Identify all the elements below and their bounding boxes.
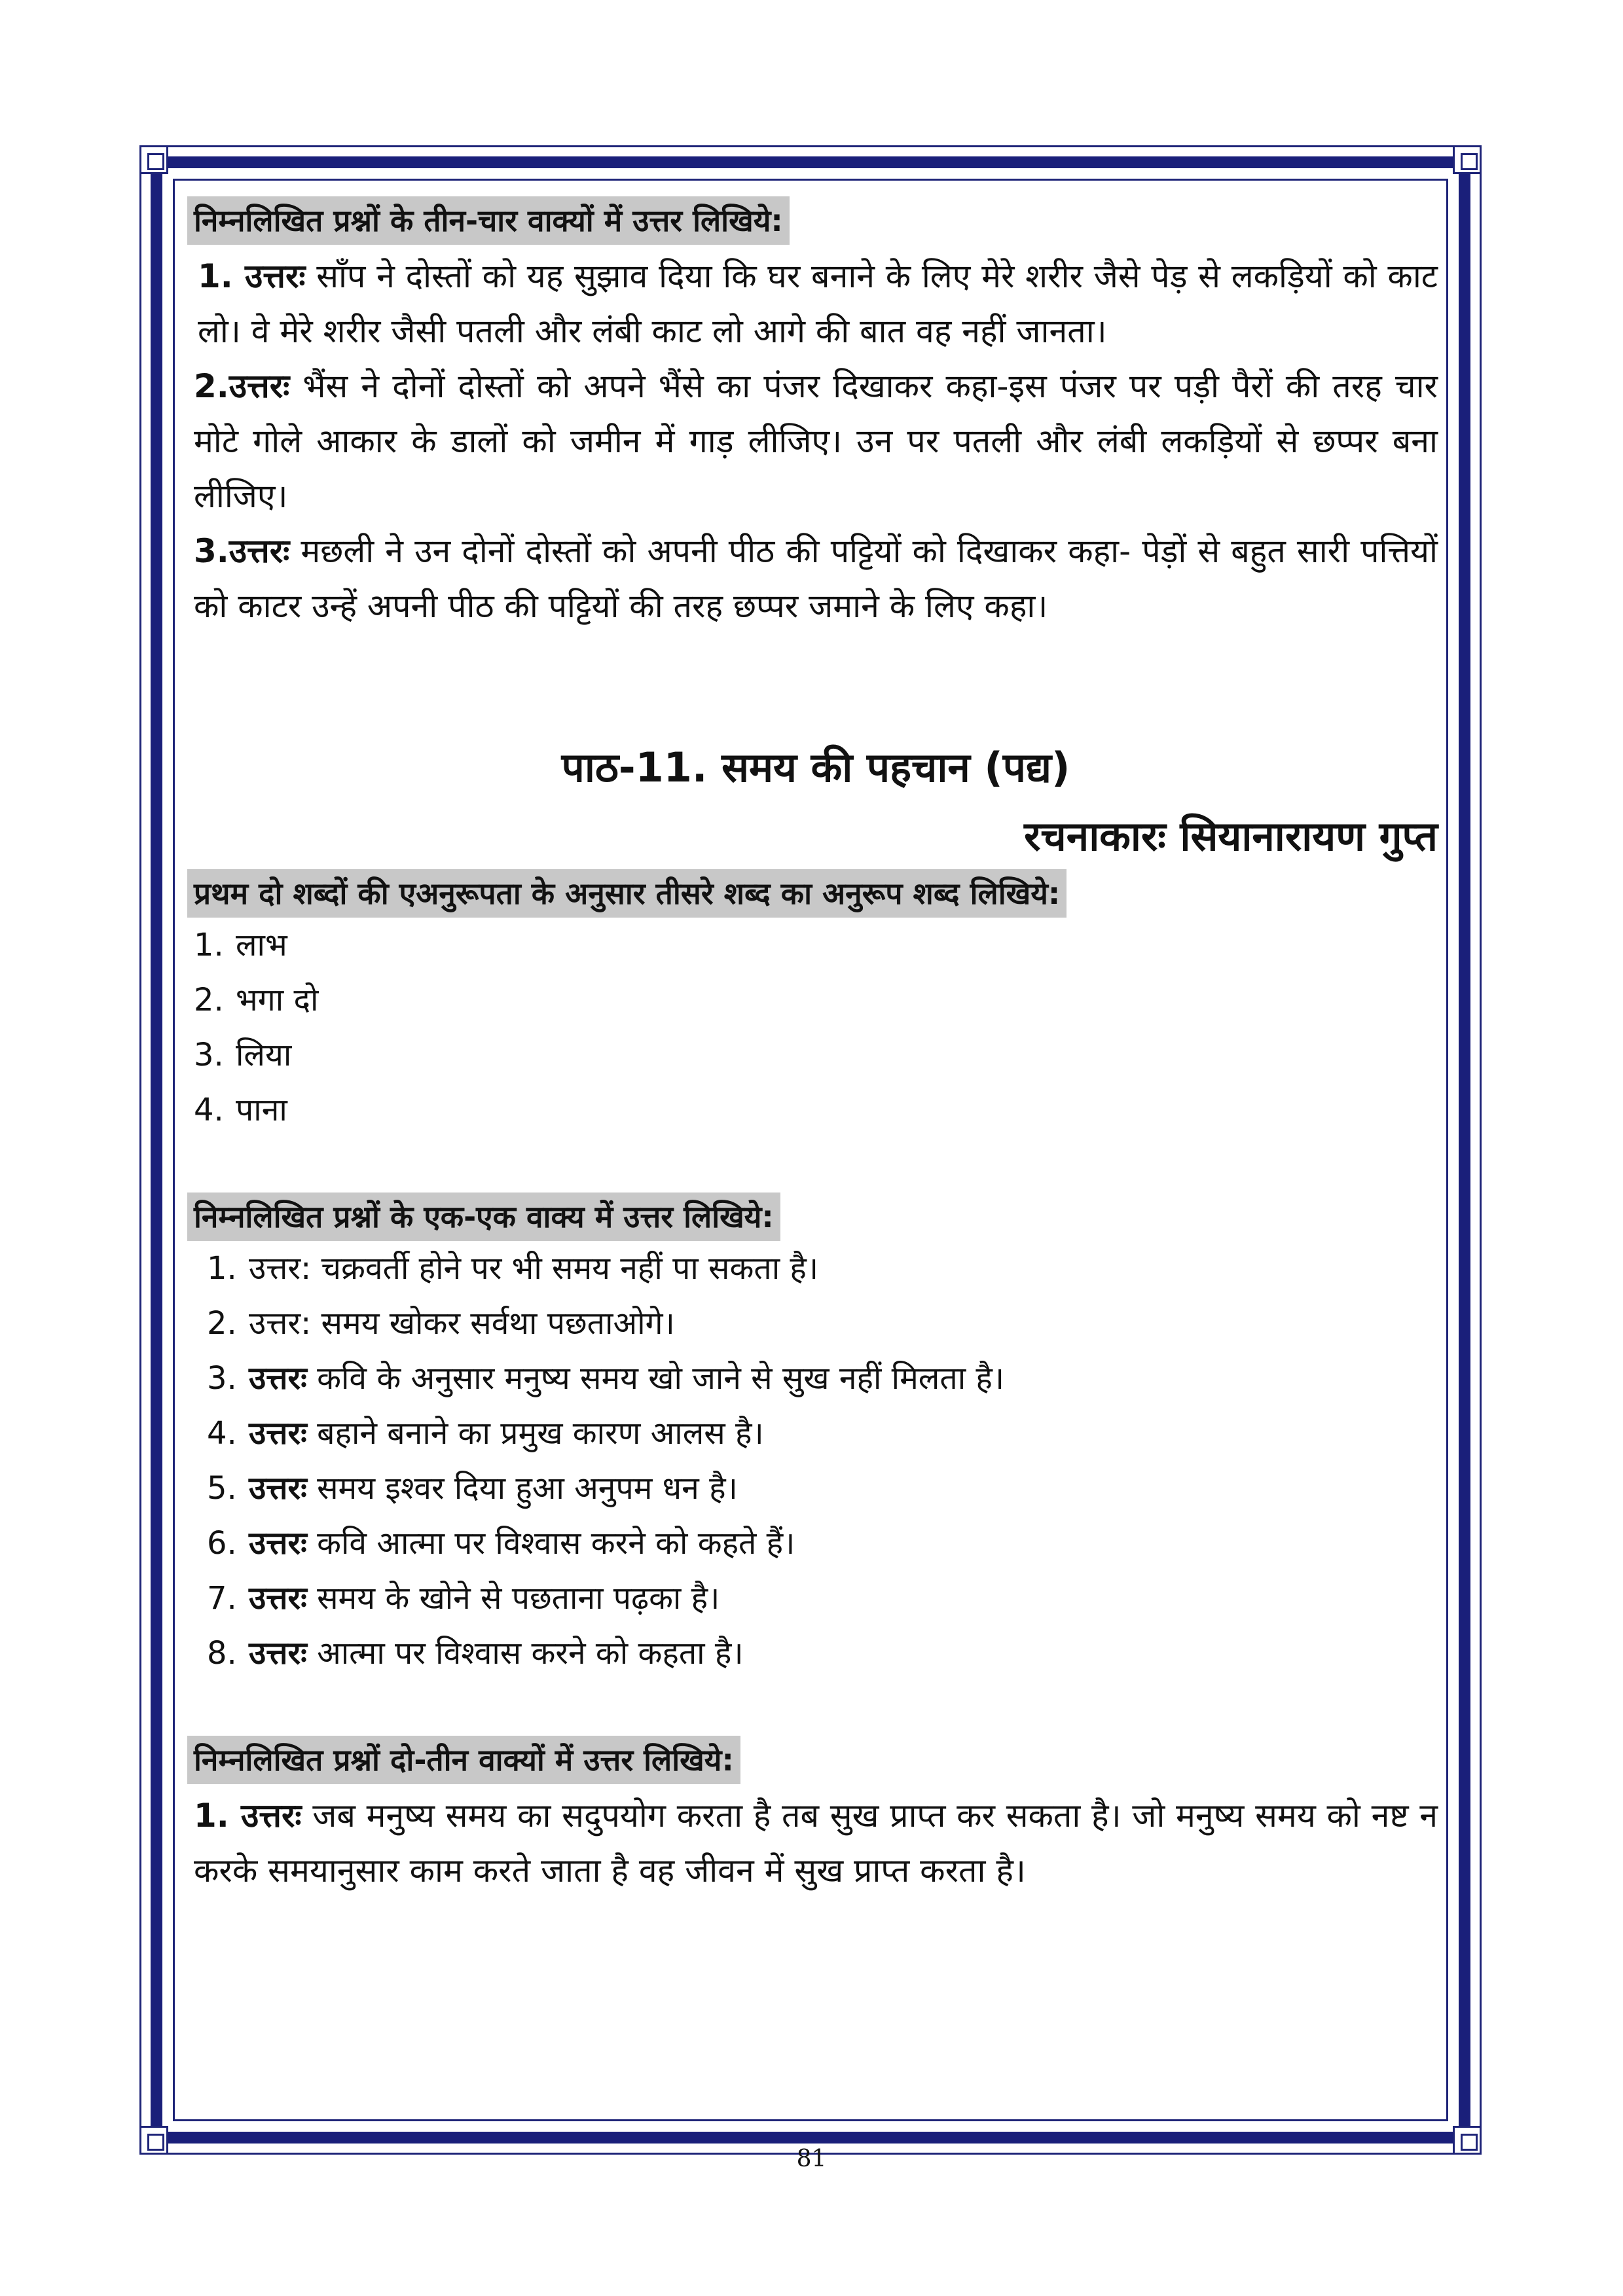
answer-text: जब मनुष्य समय का सदुपयोग करता है तब सुख प्राप्त कर सकता है। जो मनुष्य समय को नष्ट न करके समयानुसार काम करते जाता है वह जीवन में सुख प्राप्त करता है।: [194, 1797, 1438, 1890]
lesson-title: पाठ-11. समय की पहचान (पद्य): [561, 744, 1070, 791]
answer-label: 1. उत्तरः: [194, 1797, 302, 1835]
list-item: 4. उत्तरः बहाने बनाने का प्रमुख कारण आलस है।: [207, 1415, 764, 1452]
lesson-header: [194, 732, 1438, 869]
answer-label: 1. उत्तरः: [198, 257, 306, 295]
list-item: 2. भगा दो: [194, 982, 319, 1018]
page-content: [194, 196, 1438, 1898]
section-heading: निम्नलिखित प्रश्नों के तीन-चार वाक्यों में उत्तर लिखिये:: [187, 196, 790, 245]
answer-paragraph: [194, 524, 1438, 634]
list-item: 8. उत्तरः आत्मा पर विश्वास करने को कहता है।: [207, 1635, 744, 1672]
lesson-author: रचनाकारः सियानारायण गुप्त: [1024, 812, 1438, 860]
list-item: 3. लिया: [194, 1037, 292, 1073]
answer-label: 2.उत्तरः: [194, 367, 290, 405]
answer-paragraph: [194, 1788, 1438, 1898]
section-heading: निम्नलिखित प्रश्नों दो-तीन वाक्यों में उत्तर लिखिये:: [187, 1736, 740, 1784]
one-sentence-list: [194, 1241, 1438, 1681]
list-item: 6. उत्तरः कवि आत्मा पर विश्वास करने को कहते हैं।: [207, 1525, 795, 1562]
section-analogy-words: [194, 869, 1438, 1138]
section-one-sentence: [194, 1193, 1438, 1681]
section-three-four-sentences: [194, 196, 1438, 634]
border-corner-top-right: [1453, 145, 1482, 174]
list-item: 3. उत्तरः कवि के अनुसार मनुष्य समय खो जाने से सुख नहीं मिलता है।: [207, 1360, 1005, 1397]
list-item: 7. उत्तरः समय के खोने से पछताना पढ़का है।: [207, 1580, 720, 1617]
list-item: 5. उत्तरः समय इश्वर दिया हुआ अनुपम धन है।: [207, 1470, 738, 1507]
border-corner-top-left: [139, 145, 168, 174]
answer-label: 3.उत्तरः: [194, 532, 290, 570]
answer-paragraph: [194, 359, 1438, 524]
list-item: 4. पाना: [194, 1092, 287, 1128]
answer-text: भैंस ने दोनों दोस्तों को अपने भैंसे का पंजर दिखाकर कहा-इस पंजर पर पड़ी पैरों की तरह चार मोटे गोले आकार के डालों को जमीन में गाड़ लीजिए। उन पर पतली और लंबी लकड़ियों से छप्पर बना लीजिए।: [194, 367, 1438, 515]
list-item: 2. उत्तर: समय खोकर सर्वथा पछताओगे।: [207, 1305, 675, 1342]
answer-paragraph: [194, 249, 1438, 359]
section-two-three-sentences: [194, 1736, 1438, 1898]
section-heading: निम्नलिखित प्रश्नों के एक-एक वाक्य में उत्तर लिखिये:: [187, 1193, 780, 1241]
answer-text: मछली ने उन दोनों दोस्तों को अपनी पीठ की पट्टियों को दिखाकर कहा- पेड़ों से बहुत सारी पत्तियों को काटर उन्हें अपनी पीठ की पट्टियों की तरह छप्पर जमाने के लिए कहा।: [194, 532, 1438, 625]
section-heading: प्रथम दो शब्दों की एअनुरूपता के अनुसार तीसरे शब्द का अनुरूप शब्द लिखिये:: [187, 869, 1067, 918]
analogy-list: [194, 918, 1438, 1138]
list-item: 1. उत्तर: चक्रवर्ती होने पर भी समय नहीं पा सकता है।: [207, 1250, 819, 1287]
page-number: 81: [796, 2145, 827, 2172]
list-item: 1. लाभ: [194, 927, 287, 963]
answer-text: साँप ने दोस्तों को यह सुझाव दिया कि घर बनाने के लिए मेरे शरीर जैसे पेड़ से लकड़ियों को काट लो। वे मेरे शरीर जैसी पतली और लंबी काट लो आगे की बात वह नहीं जानता।: [198, 257, 1438, 350]
